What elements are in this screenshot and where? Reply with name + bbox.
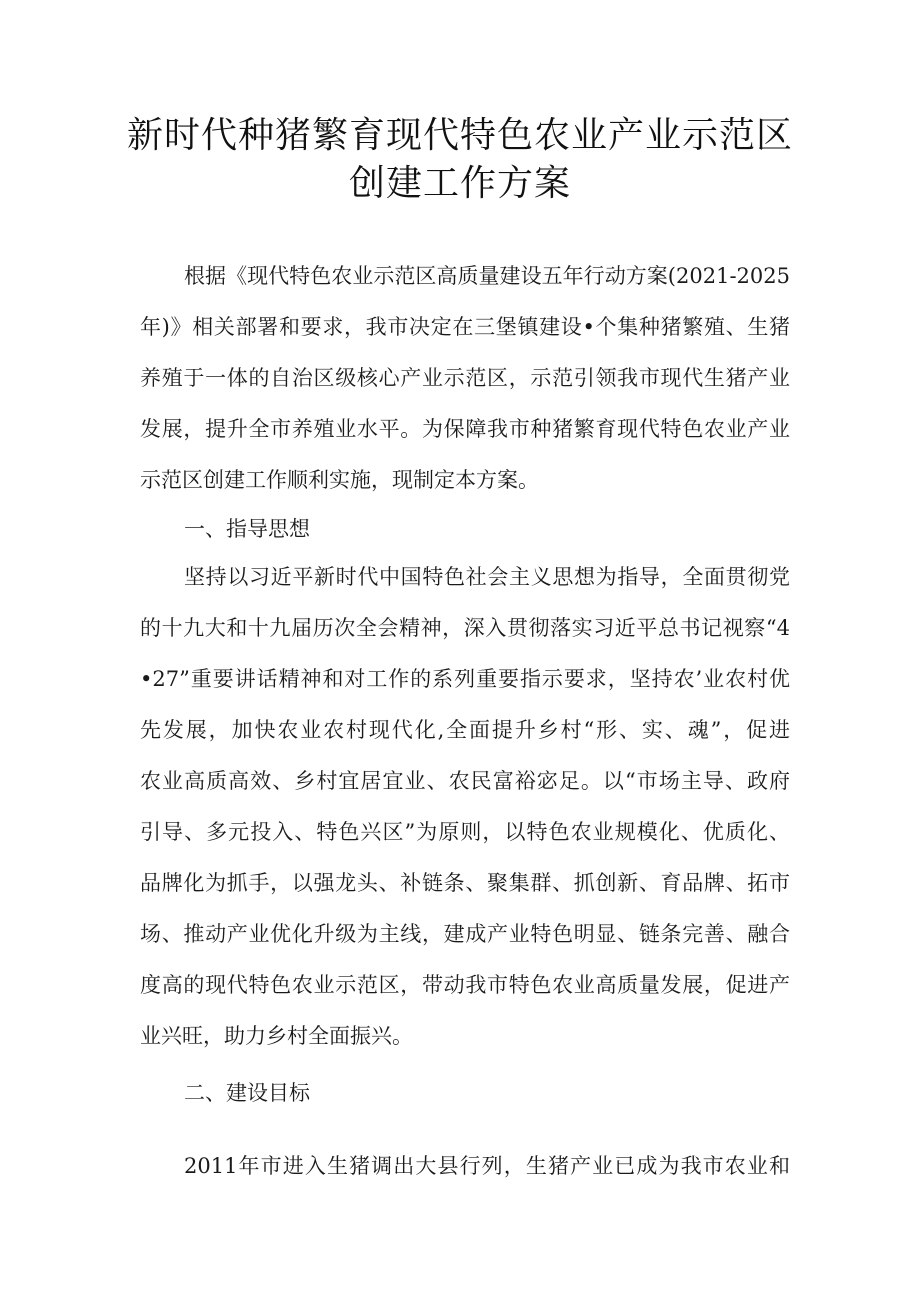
document-title-line-1: 新时代种猪繁育现代特色农业产业示范区 [126,115,793,156]
paragraph-1-line-4: 发展，提升全市养殖业水平。为保障我市种猪繁育现代特色农业产业 [140,417,790,441]
paragraph-2-line-2: 的十九大和十九届历次全会精神，深入贯彻落实习近平总书记视察“4 [140,616,790,640]
paragraph-2-line-3: •27”重要讲话精神和对工作的系列重要指示要求，坚持农’业农村优 [140,667,790,691]
paragraph-2-line-10: 业兴旺，助力乡村全面振兴。 [140,1024,413,1048]
paragraph-1-line-5: 示范区创建工作顺利实施，现制定本方案。 [140,468,539,492]
paragraph-2-line-7: 品牌化为抓手，以强龙头、补链条、聚集群、抓创新、育品牌、拓市 [140,871,790,895]
paragraph-3-line-1: 2011年市进入生猪调出大县行列，生猪产业已成为我市农业和 [184,1154,790,1178]
paragraph-2-line-6: 引导、多元投入、特色兴区”为原则，以特色农业规模化、优质化、 [140,820,790,844]
paragraph-1-line-1: 根据《现代特色农业示范区高质量建设五年行动方案(2021-2025 [184,264,790,288]
paragraph-1-line-3: 养殖于一体的自治区级核心产业示范区，示范引领我市现代生猪产业 [140,366,790,390]
paragraph-2-line-1: 坚持以习近平新时代中国特色社会主义思想为指导，全面贯彻党 [184,565,790,589]
paragraph-2-line-5: 农业高质高效、乡村宜居宜业、农民富裕宓足。以“市场主导、政府 [140,769,790,793]
paragraph-2-line-9: 度高的现代特色农业示范区，带动我市特色农业高质量发展，促进产 [140,973,790,997]
document-title-line-2: 创建工作方案 [348,163,571,204]
paragraph-2-line-4: 先发展，加快农业农村现代化,全面提升乡村“形、实、魂”，促进 [140,718,790,742]
paragraph-2-line-8: 场、推动产业优化升级为主线，建成产业特色明显、链条完善、融合 [140,922,790,946]
paragraph-1-line-2: 年)》相关部署和要求，我市决定在三堡镇建设•个集种猪繁殖、生猪 [140,315,790,339]
section-heading-2: 二、建设目标 [184,1081,310,1105]
section-heading-1: 一、指导思想 [184,517,310,541]
